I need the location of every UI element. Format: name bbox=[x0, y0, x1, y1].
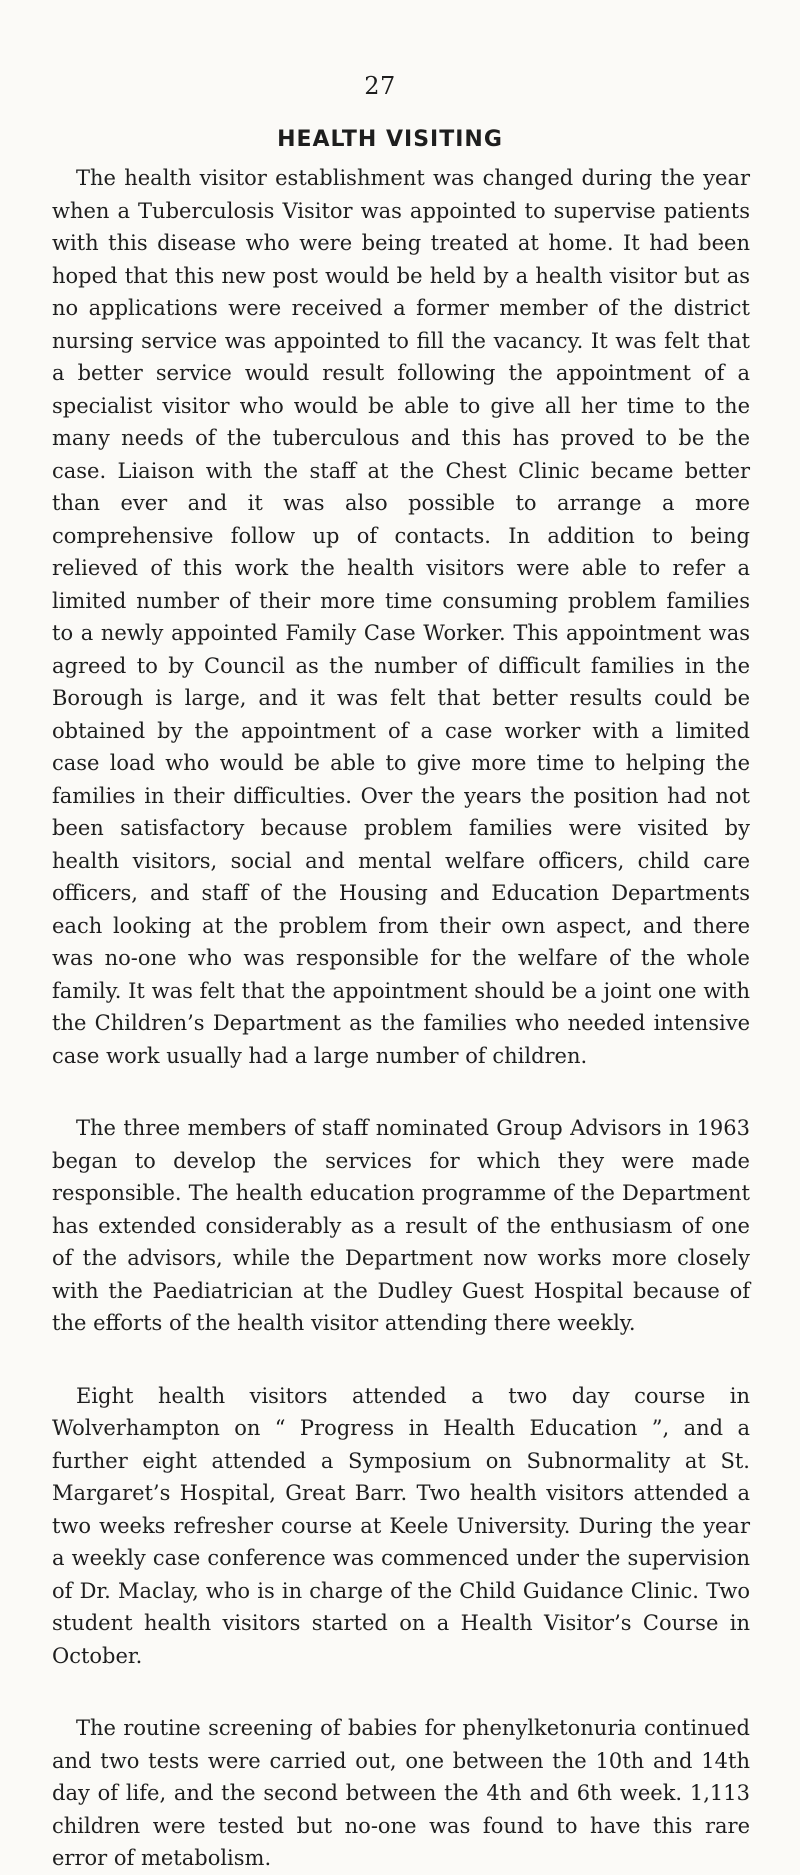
section-heading: HEALTH VISITING bbox=[277, 127, 503, 152]
body-text bbox=[52, 162, 750, 1875]
paragraph-phenylketonuria-screening: The routine screening of babies for phenylketonuria continued and two tests were carried out, one between the 10th and 14th day of life, and the second between the 4th and 6th week. 1,113 children were tested but no-one was found to have this rare error of metabolism. bbox=[52, 1716, 750, 1870]
paragraph-courses: Eight health visitors attended a two day course in Wolverhampton on “ Progress in Health Education ”, and a further eight attended a Symposium on Subnormality at St. Margaret’s Hospital, Great Barr. Two health visitors attended a two weeks refresher course at Keele University. During the year a weekly case conference was commenced under the supervision of Dr. Maclay, who is in charge of the Child Guidance Clinic. Two student health visitors started on a Health Visitor’s Course in October. bbox=[52, 1383, 750, 1668]
paragraph-establishment: The health visitor establishment was changed during the year when a Tuberculosis Visitor was appointed to supervise patients with this disease who were being treated at home. It had been hoped that this new post would be held by a health visitor but as no applications were received a former member of the district nursing service was appointed to fill the vacancy. It was felt that a better service would result following the appointment of a specialist visitor who would be able to give all her time to the many needs of the tuberculous and this has proved to be the case. Liaison with the staff at the Chest Clinic became better than ever and it was also possible to arrange a more comprehensive follow up of contacts. In addition to being relieved of this work the health visitors were able to refer a limited number of their more time consuming problem families to a newly appointed Family Case Worker. This appointment was agreed to by Council as the number of difficult families in the Borough is large, and it was felt that better results could be obtained by the appointment of a case worker with a limited case load who would be able to give more time to helping the families in their difficulties. Over the years the position had not been satisfactory because problem families were visited by health visitors, social and mental welfare officers, child care officers, and staff of the Housing and Education Departments each looking at the problem from their own aspect, and there was no-one who was responsible for the welfare of the whole family. It was felt that the appointment should be a joint one with the Children’s Department as the families who needed intensive case work usually had a large number of children. bbox=[52, 166, 750, 1068]
paragraph-group-advisors: The three members of staff nominated Group Advisors in 1963 began to develop the services for which they were made responsible. The health education programme of the Department has extended considerably as a result of the enthusiasm of one of the advisors, while the Department now works more closely with the Paediatrician at the Dudley Guest Hospital because of the efforts of the health visitor attending there weekly. bbox=[52, 1116, 750, 1335]
page-number: 27 bbox=[364, 72, 396, 100]
